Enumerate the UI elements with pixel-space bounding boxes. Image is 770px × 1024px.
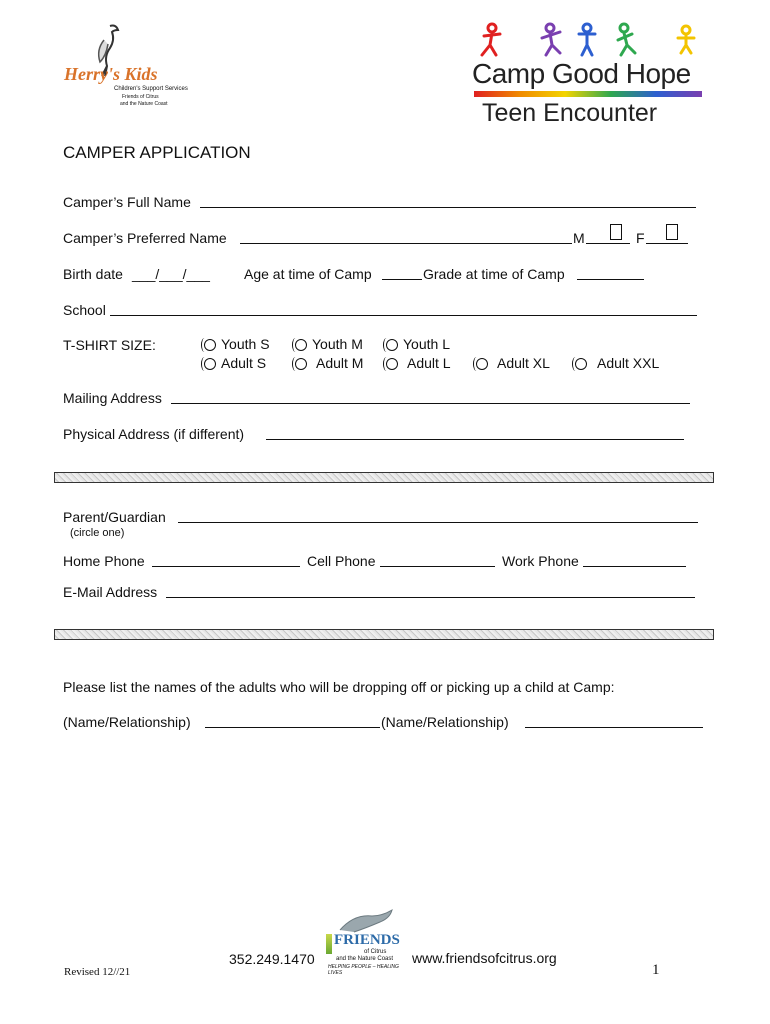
tshirt-adult-l: Adult L (407, 355, 451, 371)
radio-adult-xl[interactable] (476, 358, 488, 370)
gender-f-checkbox[interactable] (666, 224, 678, 240)
grade-field[interactable] (577, 279, 644, 280)
footer-website[interactable]: www.friendsofcitrus.org (412, 950, 557, 966)
gender-m-underline (586, 243, 630, 244)
herrys-kids-sub3: and the Nature Coast (120, 101, 168, 107)
name-relationship-field-1[interactable] (205, 727, 380, 728)
grass-icon (326, 934, 332, 954)
tshirt-adult-xxl: Adult XXL (597, 355, 660, 371)
school-label: School (63, 302, 106, 318)
email-field[interactable] (166, 597, 695, 598)
birth-date-label: Birth date (63, 266, 123, 282)
cell-phone-label: Cell Phone (307, 553, 376, 569)
name-relationship-field-2[interactable] (525, 727, 703, 728)
email-label: E-Mail Address (63, 584, 158, 600)
gender-f-underline (646, 243, 688, 244)
form-title: CAMPER APPLICATION (63, 143, 251, 162)
grade-label: Grade at time of Camp (423, 266, 565, 282)
tshirt-label: T-SHIRT SIZE: (63, 337, 156, 353)
radio-youth-s[interactable] (204, 339, 216, 351)
camp-good-hope-logo (470, 20, 710, 132)
name-relationship-label-2: (Name/Relationship) (381, 714, 509, 730)
gender-f-label: F (636, 230, 645, 246)
herrys-kids-logo (62, 22, 192, 107)
section-divider-2 (54, 629, 714, 640)
circle-one-note: (circle one) (70, 527, 125, 539)
cell-phone-field[interactable] (380, 566, 495, 567)
school-field[interactable] (110, 315, 697, 316)
work-phone-label: Work Phone (502, 553, 579, 569)
footer-phone: 352.249.1470 (229, 951, 315, 967)
herrys-kids-sub1: Children's Support Services (114, 86, 188, 92)
friends-tagline: HELPING PEOPLE – HEALING LIVES (328, 964, 399, 976)
tshirt-adult-xl: Adult XL (497, 355, 550, 371)
friends-sub2: and the Nature Coast (336, 956, 394, 962)
camp-subtitle: Teen Encounter (482, 99, 658, 127)
friends-name: FRIENDS (334, 932, 400, 948)
herrys-kids-name: Herry's Kids (64, 64, 158, 84)
friends-sub1: of Citrus (364, 949, 387, 955)
gender-m-label: M (573, 230, 585, 246)
name-relationship-label-1: (Name/Relationship) (63, 714, 191, 730)
radio-adult-l[interactable] (386, 358, 398, 370)
physical-address-label: Physical Address (if different) (63, 426, 245, 442)
mailing-address-label: Mailing Address (63, 390, 162, 406)
parent-guardian-label: Parent/Guardian (63, 509, 166, 525)
radio-adult-s[interactable] (204, 358, 216, 370)
tshirt-adult-m: Adult M (316, 355, 364, 371)
preferred-name-label: Camper’s Preferred Name (63, 230, 227, 246)
home-phone-label: Home Phone (63, 553, 145, 569)
age-field[interactable] (382, 279, 422, 280)
adults-prompt: Please list the names of the adults who will be dropping off or picking up a child at Camp: (63, 679, 615, 695)
revised-date: Revised 12//21 (64, 966, 131, 978)
radio-youth-m[interactable] (295, 339, 307, 351)
tshirt-youth-m: Youth M (312, 336, 363, 352)
physical-address-field[interactable] (266, 439, 684, 440)
radio-adult-xxl[interactable] (575, 358, 587, 370)
kids-figures-icon (472, 20, 702, 62)
radio-adult-m[interactable] (295, 358, 307, 370)
gender-m-checkbox[interactable] (610, 224, 622, 240)
tshirt-youth-l: Youth L (403, 336, 450, 352)
preferred-name-field[interactable] (240, 243, 572, 244)
full-name-field[interactable] (200, 207, 696, 208)
rainbow-bar (474, 91, 702, 97)
home-phone-field[interactable] (152, 566, 300, 567)
work-phone-field[interactable] (583, 566, 686, 567)
section-divider (54, 472, 714, 483)
herrys-kids-sub2: Friends of Citrus (122, 94, 159, 100)
mailing-address-field[interactable] (171, 403, 690, 404)
friends-logo (322, 908, 412, 976)
tshirt-youth-s: Youth S (221, 336, 270, 352)
page-number: 1 (652, 962, 660, 978)
parent-guardian-field[interactable] (178, 522, 698, 523)
radio-youth-l[interactable] (386, 339, 398, 351)
tshirt-adult-s: Adult S (221, 355, 267, 371)
full-name-label: Camper’s Full Name (63, 194, 191, 210)
camp-title: Camp Good Hope (472, 58, 691, 89)
age-label: Age at time of Camp (244, 266, 372, 282)
birth-date-field[interactable]: ___/___/___ (132, 266, 210, 282)
